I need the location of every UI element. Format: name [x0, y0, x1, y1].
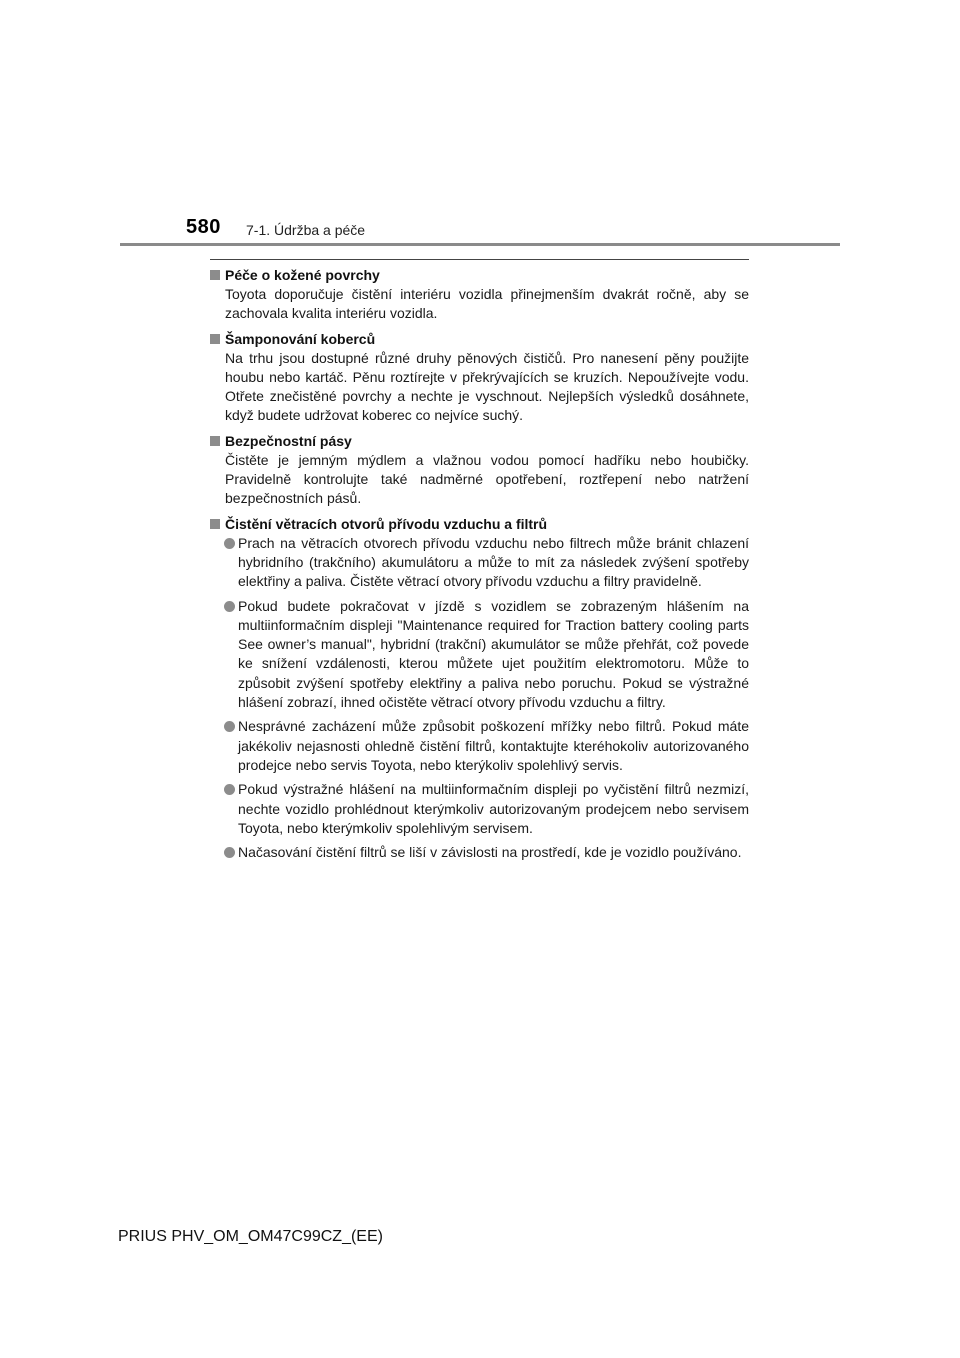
bullet-item — [210, 534, 749, 592]
section-paragraph: Čistěte je jemným mýdlem a vlažnou vodou pomocí hadříku nebo houbičky. Pravidelně kontrolujte také nadměrné opotřebení, roztřepení nebo natržení bezpečnostních pásů. — [225, 451, 749, 507]
bullet-list — [210, 534, 749, 863]
section-carpet-shampoo — [210, 329, 749, 426]
section-heading-text: Péče o kožené povrchy — [225, 267, 380, 283]
bullet-item — [210, 717, 749, 775]
section-heading-text: Šamponování koberců — [225, 330, 376, 347]
circle-bullet-icon — [224, 721, 235, 732]
section-title: 7-1. Údržba a péče — [246, 222, 366, 238]
bullet-text: Nesprávné zacházení může způsobit poškození mřížky nebo filtrů. Pokud máte jakékoliv nejasnosti ohledně čistění filtrů, kontaktujte kteréhokoliv autorizovaného prodejce nebo servis Toyota, nebo kterýkoliv spolehlivý servis. — [238, 718, 749, 773]
circle-bullet-icon — [224, 847, 235, 858]
footer-document-id: PRIUS PHV_OM_OM47C99CZ_(EE) — [118, 1228, 383, 1245]
content-divider — [210, 259, 749, 260]
circle-bullet-icon — [224, 601, 235, 612]
bullet-item — [210, 780, 749, 838]
section-heading — [210, 329, 749, 349]
bullet-text: Prach na větracích otvorech přívodu vzduchu nebo filtrech může bránit chlazení hybridního (trakčního) akumulátoru a může to mít za následek zvýšení spotřeby elektřiny a paliva. Čistěte větrací otvory přívodu vzduchu a filtry pravidelně. — [238, 534, 749, 590]
main-content — [210, 265, 749, 867]
header-divider — [120, 243, 840, 246]
bullet-text: Pokud budete pokračovat v jízdě s vozidlem se zobrazeným hlášením na multiinformačním displeji "Maintenance required for Traction battery cooling parts See owner’s manual", hybridní (trakční) akumulátor se může přehřát, což povede ke snížení vzdálenosti, kterou můžete ujet použitím elektromotoru. Může to způsobit zvýšení spotřeby elektřiny a paliva nebo poruchu. Pokud se výstražné hlášení zobrazí, ihned očistěte větrací otvory přívodu vzduchu a filtry. — [238, 597, 749, 711]
square-bullet-icon — [210, 436, 220, 446]
section-air-intake-vents — [210, 514, 749, 863]
square-bullet-icon — [210, 519, 220, 529]
section-heading-text: Bezpečnostní pásy — [225, 432, 352, 449]
bullet-item — [210, 597, 749, 713]
page-number: 580 — [186, 216, 221, 238]
bullet-text: Načasování čistění filtrů se liší v závislosti na prostředí, kde je vozidlo používáno. — [238, 844, 742, 861]
square-bullet-icon — [210, 270, 220, 280]
square-bullet-icon — [210, 334, 220, 344]
bullet-item — [210, 843, 749, 862]
bullet-text: Pokud výstražné hlášení na multiinformačním displeji po vyčistění filtrů nezmizí, nechte vozidlo prohlédnout kterýmkoliv autorizovaným prodejcem nebo servisem Toyota, nebo kterýmkoliv spolehlivým servisem. — [238, 781, 749, 836]
section-paragraph: Toyota doporučuje čistění interiéru vozidla přinejmenším dvakrát ročně, aby se zachovala kvalita interiéru vozidla. — [225, 286, 749, 322]
section-paragraph: Na trhu jsou dostupné různé druhy pěnových čističů. Pro nanesení pěny použijte houbu nebo kartáč. Pěnu roztírejte v překrývajících se kruzích. Nepoužívejte vodu. Otřete znečistěné povrchy a nechte je vyschnout. Nejlepších výsledků dosáhnete, když budete udržovat koberec co nejvíce suchý. — [225, 349, 749, 424]
circle-bullet-icon — [224, 538, 235, 549]
section-heading — [210, 514, 749, 534]
section-heading-text: Čistění větracích otvorů přívodu vzduchu a filtrů — [225, 515, 548, 532]
section-leather-care — [210, 265, 749, 324]
section-seat-belts — [210, 431, 749, 509]
section-heading — [210, 431, 749, 451]
section-heading — [210, 265, 749, 285]
circle-bullet-icon — [224, 784, 235, 795]
